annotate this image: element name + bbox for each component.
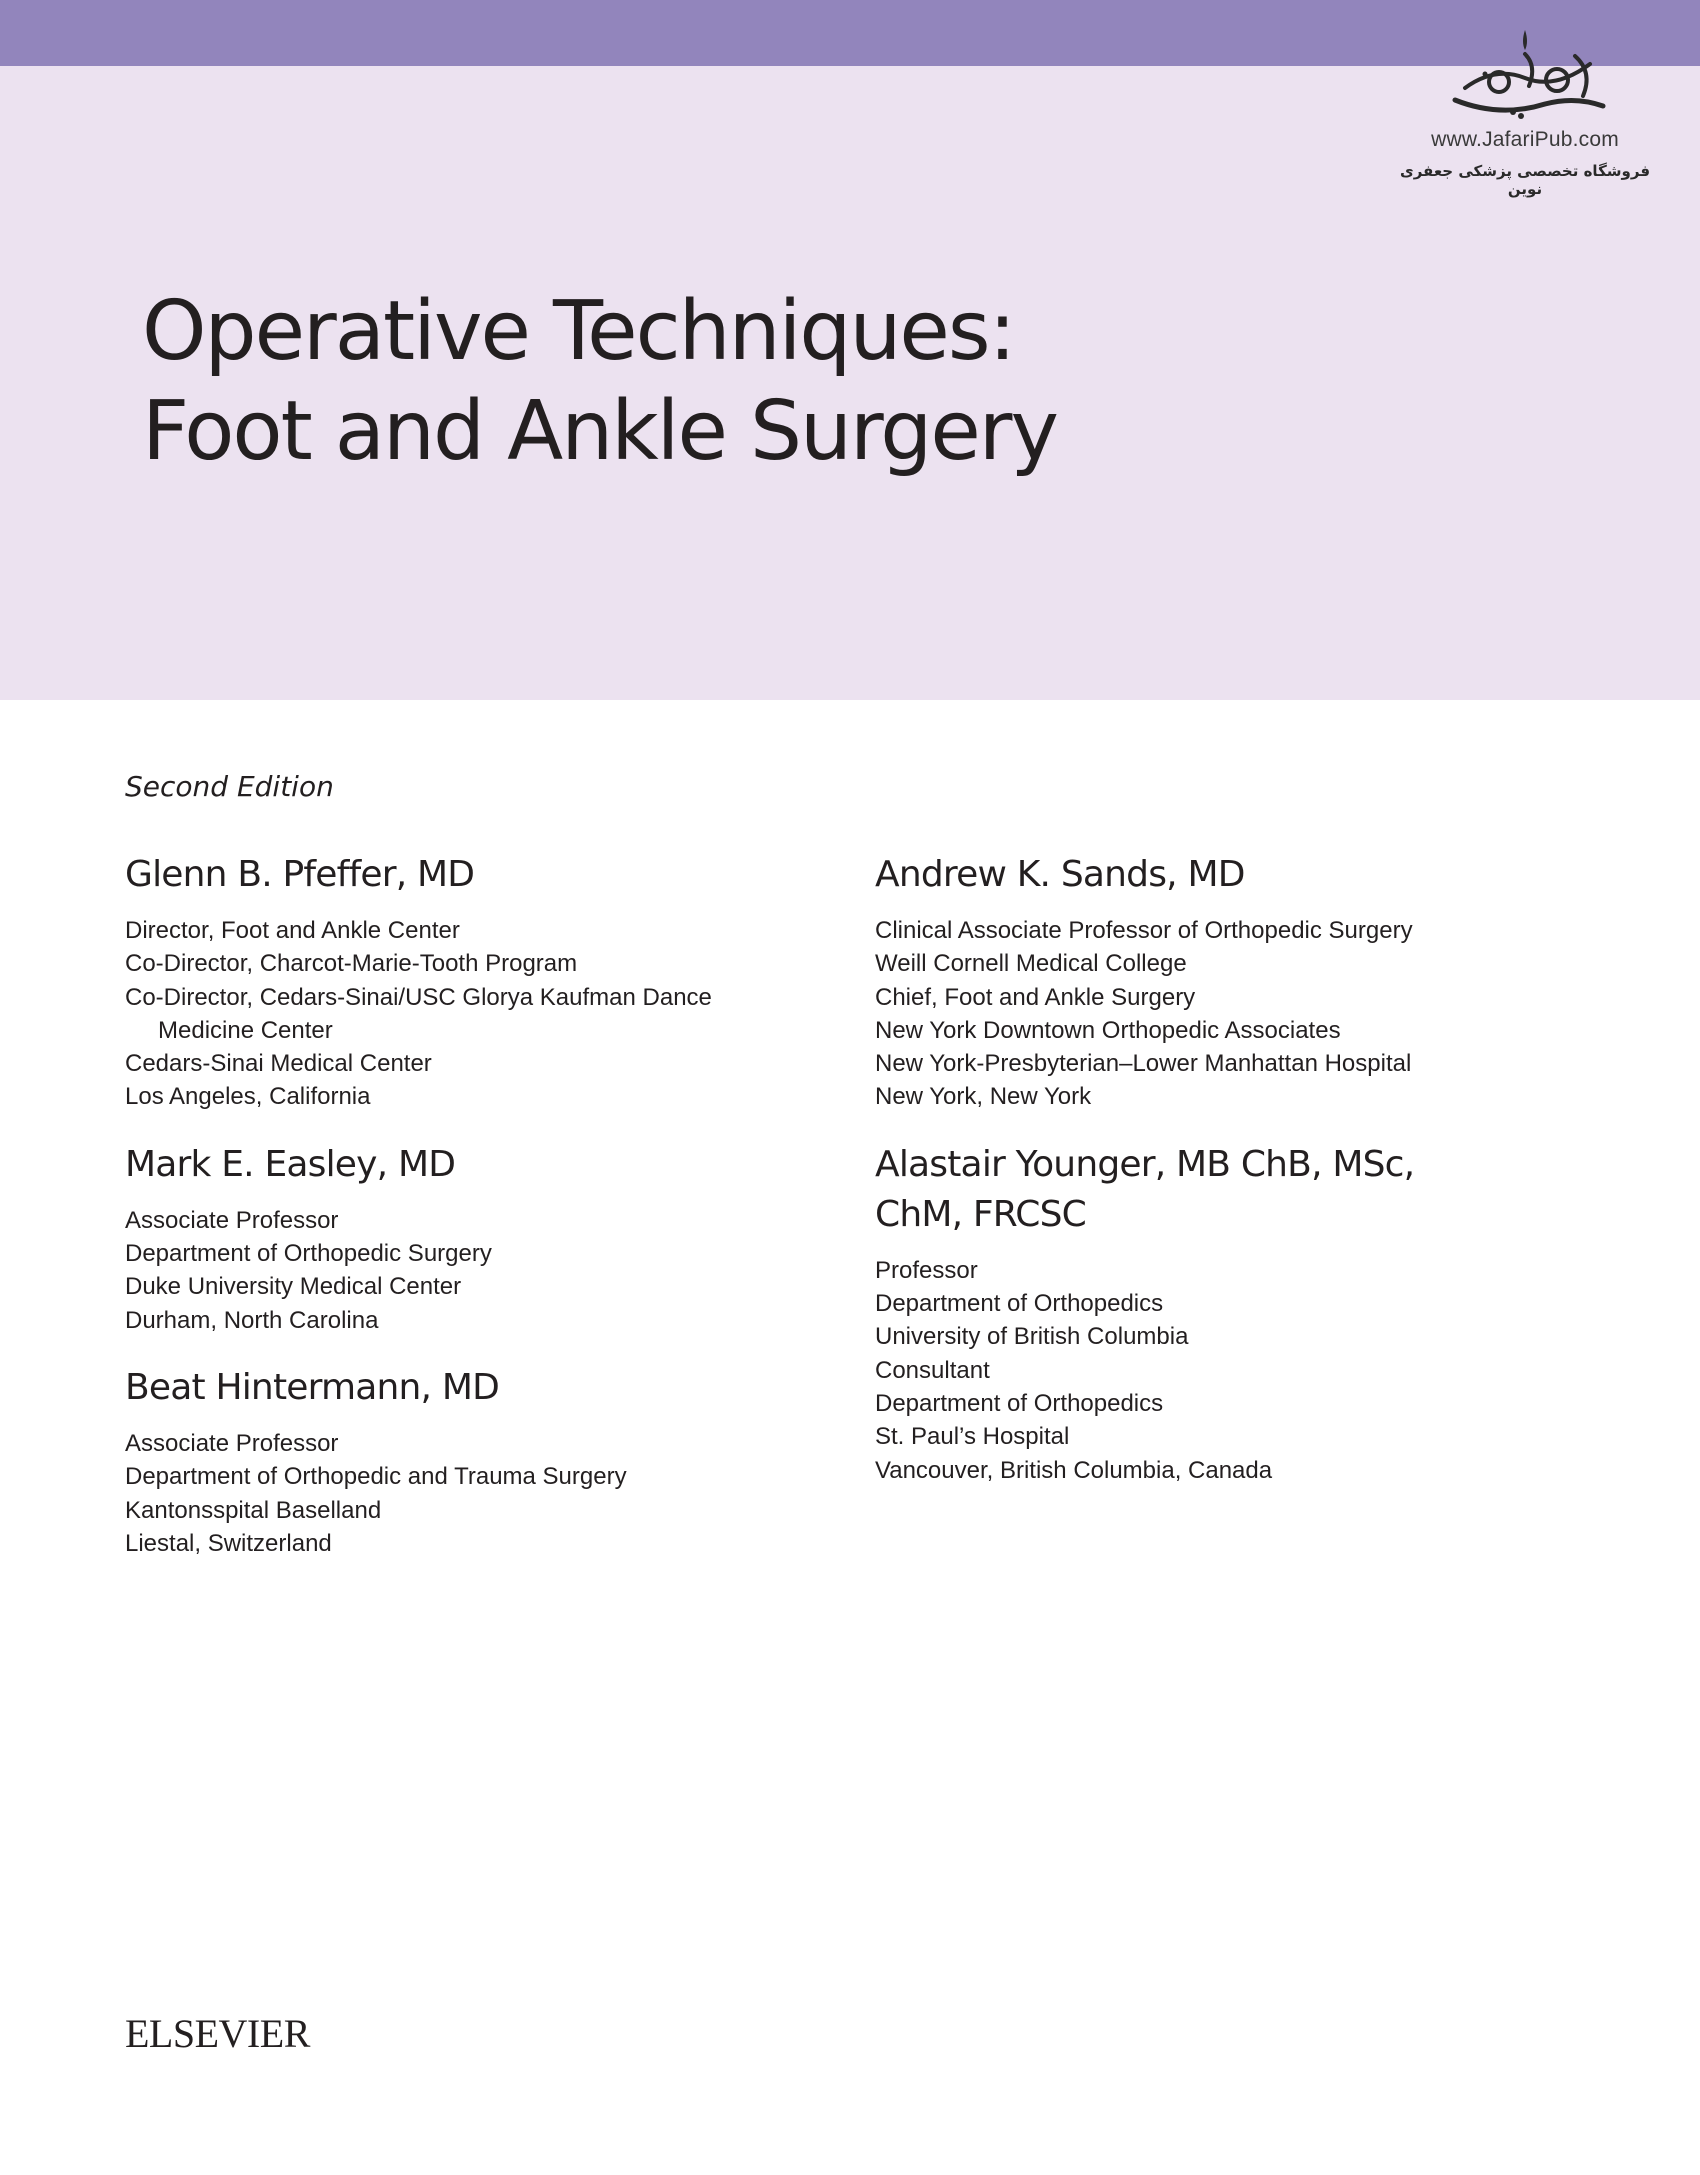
author-name-line-1: Alastair Younger, MB ChB, MSc, [875,1143,1415,1185]
book-title-line-2: Foot and Ankle Surgery [142,384,1058,479]
author-block [125,1363,845,1560]
affiliation-line: University of British Columbia [875,1323,1189,1351]
authors-left-column [125,850,845,1586]
affiliation-line: Vancouver, British Columbia, Canada [875,1456,1273,1484]
affiliation-line: Associate Professor [125,1429,339,1457]
authors-right-column [875,850,1595,1513]
affiliation-line: Clinical Associate Professor of Orthopedic Surgery [875,917,1413,944]
affiliation-line: Co-Director, Charcot-Marie-Tooth Program [125,950,578,978]
jafari-logo-icon [1425,26,1625,126]
affiliation-line: Durham, North Carolina [125,1306,379,1334]
author-name: Glenn B. Pfeffer, MD [125,854,475,895]
publisher-url: www.JafariPub.com [1431,128,1619,151]
affiliation-line: Kantonsspital Baselland [125,1496,382,1524]
book-title-line-1: Operative Techniques: [142,284,1015,379]
affiliation-line: Department of Orthopedics [875,1389,1164,1417]
author-name-line-2: ChM, FRCSC [875,1193,1086,1235]
affiliation-line: Medicine Center [158,1016,333,1044]
author-block [875,1140,1595,1487]
author-name: Beat Hintermann, MD [125,1366,500,1408]
affiliation-line: St. Paul’s Hospital [875,1423,1070,1451]
affiliation-line: Weill Cornell Medical College [875,950,1187,978]
affiliation-line: Department of Orthopedic Surgery [125,1240,492,1268]
publisher-logo [1385,26,1665,196]
author-name: Mark E. Easley, MD [125,1143,456,1185]
edition-label: Second Edition [125,770,334,803]
affiliation-line: Director, Foot and Ankle Center [125,917,460,944]
author-block [125,850,845,1114]
affiliation-line: Chief, Foot and Ankle Surgery [875,983,1196,1011]
affiliation-line: Department of Orthopedic and Trauma Surgery [125,1463,627,1491]
affiliation-line: Consultant [875,1356,990,1384]
author-block [125,1140,845,1337]
affiliation-line: Department of Orthopedics [875,1290,1164,1318]
affiliation-line: Cedars-Sinai Medical Center [125,1050,432,1078]
author-name: Andrew K. Sands, MD [875,854,1245,895]
affiliation-line: Los Angeles, California [125,1083,371,1111]
affiliation-line: Liestal, Switzerland [125,1529,332,1557]
publisher-wordmark: ELSEVIER [125,2011,310,2056]
affiliation-line: New York-Presbyterian–Lower Manhattan Hospital [875,1050,1412,1078]
author-block [875,850,1595,1114]
affiliation-line: Associate Professor [125,1206,339,1234]
affiliation-line: New York, New York [875,1083,1092,1111]
book-title [142,282,1057,482]
affiliation-line: Duke University Medical Center [125,1273,462,1301]
publisher-tagline: فروشگاه تخصصی پزشکی جعفری نوین [1399,162,1651,198]
affiliation-line: Professor [875,1256,978,1284]
affiliation-line: Co-Director, Cedars-Sinai/USC Glorya Kaufman Dance [125,983,712,1011]
affiliation-line: New York Downtown Orthopedic Associates [875,1016,1341,1044]
